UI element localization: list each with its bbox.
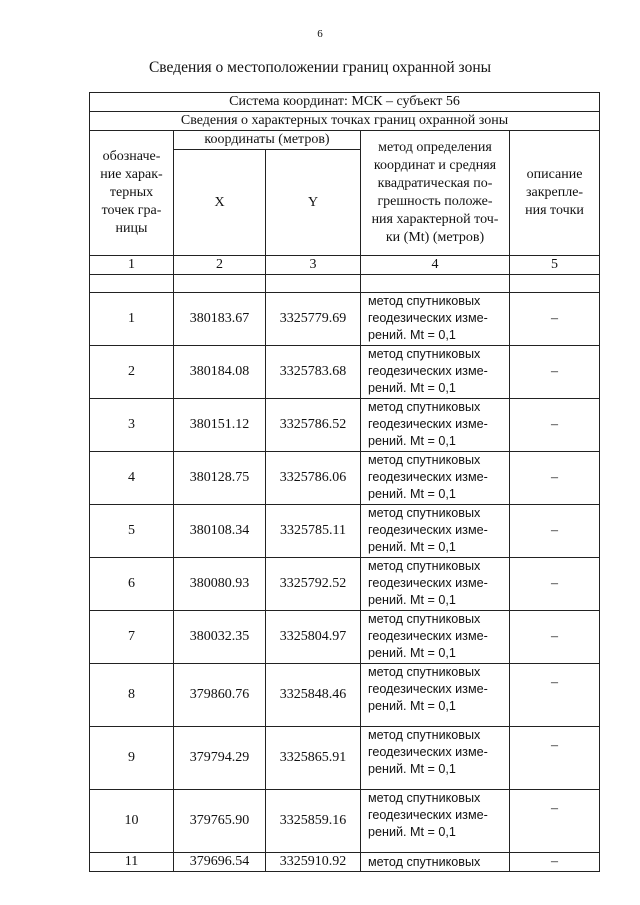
column-number-3: 3	[266, 256, 361, 275]
header-line: квадратическая по-	[377, 176, 493, 191]
point-number: 5	[90, 505, 174, 558]
method-line: геодезических изме-	[368, 808, 488, 822]
header-line: точек гра-	[101, 203, 162, 218]
header-line: координат и средняя	[373, 158, 497, 173]
point-description: –	[510, 452, 600, 505]
method-cell	[361, 664, 510, 727]
header-line: грешность положе-	[377, 194, 493, 209]
method-line: рений. Mt = 0,1	[368, 328, 456, 342]
point-number: 6	[90, 558, 174, 611]
coord-y: 3325804.97	[266, 611, 361, 664]
header-line: описание	[526, 167, 583, 182]
coord-y: 3325785.11	[266, 505, 361, 558]
table-row	[90, 293, 600, 346]
coordinate-system-row	[90, 93, 600, 112]
method-line: метод спутниковых	[368, 453, 481, 467]
header-description	[510, 131, 600, 256]
header-line: метод определения	[378, 140, 492, 155]
method-line: геодезических изме-	[368, 523, 488, 537]
header-row	[90, 131, 600, 150]
header-method	[361, 131, 510, 256]
method-line: рений. Mt = 0,1	[368, 487, 456, 501]
point-description: –	[510, 727, 600, 790]
table-row	[90, 790, 600, 853]
page-number: 6	[317, 28, 323, 40]
method-line: рений. Mt = 0,1	[368, 540, 456, 554]
table-row	[90, 853, 600, 872]
table-row	[90, 558, 600, 611]
coord-x: 380184.08	[174, 346, 266, 399]
method-line: метод спутниковых	[368, 400, 481, 414]
point-description: –	[510, 293, 600, 346]
header-x: X	[174, 150, 266, 256]
coord-y: 3325786.06	[266, 452, 361, 505]
coord-y: 3325783.68	[266, 346, 361, 399]
coord-y: 3325779.69	[266, 293, 361, 346]
method-line: рений. Mt = 0,1	[368, 434, 456, 448]
point-description: –	[510, 558, 600, 611]
coord-y: 3325792.52	[266, 558, 361, 611]
method-line: геодезических изме-	[368, 629, 488, 643]
coord-x: 380128.75	[174, 452, 266, 505]
header-y: Y	[266, 150, 361, 256]
header-line: ки (Mt) (метров)	[385, 230, 485, 245]
point-description: –	[510, 664, 600, 727]
table-row	[90, 452, 600, 505]
point-number: 3	[90, 399, 174, 452]
header-line: терных	[109, 185, 154, 200]
method-line: геодезических изме-	[368, 682, 488, 696]
point-description: –	[510, 346, 600, 399]
coordinate-system-cell: Система координат: МСК – субъект 56	[90, 93, 600, 112]
method-cell	[361, 452, 510, 505]
method-line: геодезических изме-	[368, 745, 488, 759]
method-cell: метод спутниковых	[361, 853, 510, 872]
method-line: геодезических изме-	[368, 311, 488, 325]
method-cell	[361, 558, 510, 611]
column-number-1: 1	[90, 256, 174, 275]
method-line: метод спутниковых	[368, 612, 481, 626]
coord-x: 380183.67	[174, 293, 266, 346]
header-line: закрепле-	[525, 185, 584, 200]
header-coordinates: координаты (метров)	[174, 131, 361, 150]
point-description: –	[510, 505, 600, 558]
coord-x: 380032.35	[174, 611, 266, 664]
coord-y: 3325848.46	[266, 664, 361, 727]
coord-x: 379696.54	[174, 853, 266, 872]
table-row	[90, 505, 600, 558]
point-description: –	[510, 399, 600, 452]
method-cell	[361, 790, 510, 853]
method-cell	[361, 346, 510, 399]
method-line: метод спутниковых	[368, 294, 481, 308]
method-line: геодезических изме-	[368, 417, 488, 431]
table-row	[90, 664, 600, 727]
point-number: 4	[90, 452, 174, 505]
header-line: ния точки	[525, 203, 584, 218]
column-number-2: 2	[174, 256, 266, 275]
column-numbers-row	[90, 256, 600, 275]
boundary-points-table	[89, 92, 600, 872]
header-line: ницы	[115, 221, 148, 236]
header-line: обозначе-	[102, 149, 161, 164]
method-line: геодезических изме-	[368, 470, 488, 484]
empty-cell	[361, 275, 510, 293]
coord-x: 380108.34	[174, 505, 266, 558]
empty-cell	[510, 275, 600, 293]
header-description-text	[510, 166, 599, 220]
method-cell	[361, 611, 510, 664]
method-line: метод спутниковых	[368, 791, 481, 805]
method-cell	[361, 399, 510, 452]
method-line: метод спутниковых	[368, 347, 481, 361]
table-row	[90, 611, 600, 664]
method-line: рений. Mt = 0,1	[368, 381, 456, 395]
method-line: метод спутниковых	[368, 728, 481, 742]
method-line: метод спутниковых	[368, 506, 481, 520]
column-number-4: 4	[361, 256, 510, 275]
header-point-designation	[90, 131, 174, 256]
column-number-5: 5	[510, 256, 600, 275]
method-cell	[361, 293, 510, 346]
method-line: геодезических изме-	[368, 576, 488, 590]
empty-cell	[174, 275, 266, 293]
point-description: –	[510, 790, 600, 853]
method-line: рений. Mt = 0,1	[368, 762, 456, 776]
method-line: рений. Mt = 0,1	[368, 825, 456, 839]
method-line: метод спутниковых	[368, 665, 481, 679]
coord-y: 3325865.91	[266, 727, 361, 790]
coord-y: 3325910.92	[266, 853, 361, 872]
point-number: 1	[90, 293, 174, 346]
point-number: 8	[90, 664, 174, 727]
point-number: 2	[90, 346, 174, 399]
coord-x: 379794.29	[174, 727, 266, 790]
method-cell	[361, 727, 510, 790]
method-cell	[361, 505, 510, 558]
empty-cell	[90, 275, 174, 293]
subtitle-row	[90, 112, 600, 131]
point-description: –	[510, 853, 600, 872]
point-description: –	[510, 611, 600, 664]
header-method-text	[361, 139, 509, 247]
subtitle-cell: Сведения о характерных точках границ охранной зоны	[90, 112, 600, 131]
header-line: ние харак-	[100, 167, 163, 182]
method-line: геодезических изме-	[368, 364, 488, 378]
coord-x: 380080.93	[174, 558, 266, 611]
document-title: Сведения о местоположении границ охранной зоны	[148, 59, 492, 76]
header-line: ния характерной точ-	[371, 212, 499, 227]
method-line: рений. Mt = 0,1	[368, 699, 456, 713]
point-number: 10	[90, 790, 174, 853]
table-row	[90, 727, 600, 790]
empty-cell	[266, 275, 361, 293]
coord-y: 3325859.16	[266, 790, 361, 853]
header-point-designation-text	[90, 148, 173, 238]
empty-row	[90, 275, 600, 293]
method-line: рений. Mt = 0,1	[368, 646, 456, 660]
method-line: метод спутниковых	[368, 559, 481, 573]
coord-x: 379765.90	[174, 790, 266, 853]
coord-y: 3325786.52	[266, 399, 361, 452]
coord-x: 379860.76	[174, 664, 266, 727]
point-number: 7	[90, 611, 174, 664]
table-row	[90, 399, 600, 452]
method-line: рений. Mt = 0,1	[368, 593, 456, 607]
table-row	[90, 346, 600, 399]
point-number: 9	[90, 727, 174, 790]
point-number: 11	[90, 853, 174, 872]
coord-x: 380151.12	[174, 399, 266, 452]
